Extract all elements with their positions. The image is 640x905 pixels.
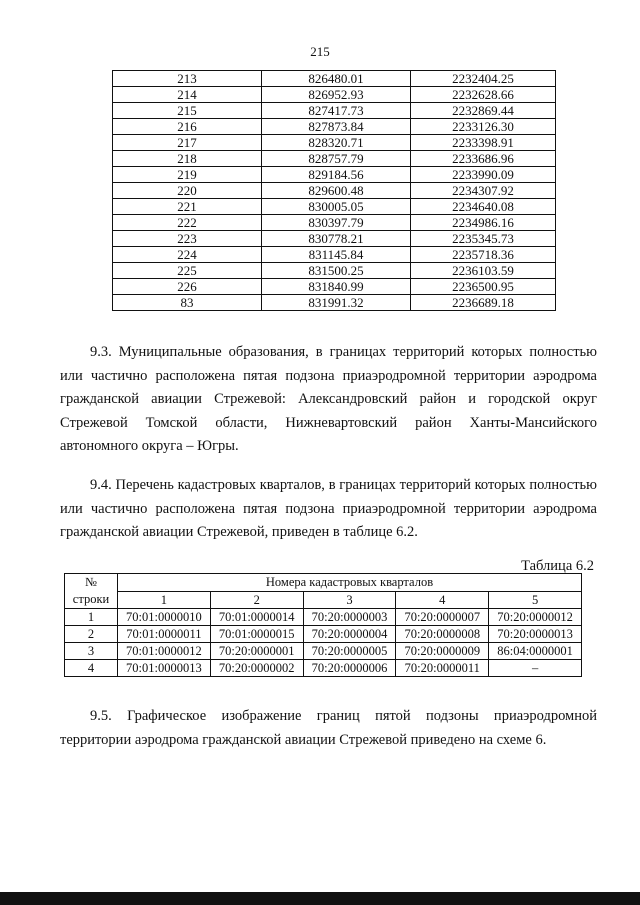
table-row bbox=[113, 231, 556, 247]
point-number-cell: 222 bbox=[113, 215, 262, 231]
y-coordinate-cell: 2233398.91 bbox=[411, 135, 556, 151]
x-coordinate-cell: 831991.32 bbox=[262, 295, 411, 311]
x-coordinate-cell: 830778.21 bbox=[262, 231, 411, 247]
cadastral-quarter-cell: 70:20:0000008 bbox=[396, 626, 489, 643]
point-number-cell: 224 bbox=[113, 247, 262, 263]
cadastral-quarter-cell: 70:20:0000006 bbox=[303, 660, 396, 677]
point-number-cell: 213 bbox=[113, 71, 262, 87]
paragraph-9-3 bbox=[60, 341, 597, 459]
point-number-cell: 226 bbox=[113, 279, 262, 295]
x-coordinate-cell: 830005.05 bbox=[262, 199, 411, 215]
x-coordinate-cell: 828757.79 bbox=[262, 151, 411, 167]
cadastral-quarter-cell: 70:01:0000013 bbox=[118, 660, 211, 677]
column-number-row bbox=[65, 591, 582, 609]
table-header-row bbox=[65, 574, 582, 592]
x-coordinate-cell: 831145.84 bbox=[262, 247, 411, 263]
table-row bbox=[113, 151, 556, 167]
paragraph-9-5-text: 9.5. Графическое изображение границ пятой подзоны приаэродромной территории аэродрома гражданской авиации Стрежевой приведено на схеме 6. bbox=[60, 708, 597, 748]
column-number-header: 2 bbox=[210, 591, 303, 609]
table-row bbox=[113, 247, 556, 263]
row-number-header: № строки bbox=[65, 574, 118, 609]
table-row bbox=[113, 183, 556, 199]
table-caption: Таблица 6.2 bbox=[521, 558, 594, 574]
cadastral-quarter-cell: 70:20:0000005 bbox=[303, 643, 396, 660]
point-number-cell: 216 bbox=[113, 119, 262, 135]
point-number-cell: 217 bbox=[113, 135, 262, 151]
point-number-cell: 219 bbox=[113, 167, 262, 183]
cadastral-numbers-header: Номера кадастровых кварталов bbox=[118, 574, 582, 592]
row-number-cell: 1 bbox=[65, 609, 118, 626]
paragraph-9-5 bbox=[60, 705, 597, 752]
table-row bbox=[113, 71, 556, 87]
table-row bbox=[65, 626, 582, 643]
table-row bbox=[113, 295, 556, 311]
y-coordinate-cell: 2234307.92 bbox=[411, 183, 556, 199]
cadastral-quarter-cell: 70:01:0000010 bbox=[118, 609, 211, 626]
point-number-cell: 221 bbox=[113, 199, 262, 215]
paragraph-9-4 bbox=[60, 474, 597, 545]
column-number-header: 3 bbox=[303, 591, 396, 609]
x-coordinate-cell: 827873.84 bbox=[262, 119, 411, 135]
table-row bbox=[113, 135, 556, 151]
x-coordinate-cell: 831840.99 bbox=[262, 279, 411, 295]
paragraph-9-3-text: 9.3. Муниципальные образования, в границах территорий которых полностью или частично расположена пятая подзона приаэродромной территории аэродрома гражданской авиации Стрежевой: Александровский район и городской округ Стрежевой Томской области, Нижневартовский район Ханты-Мансийского автономного округа – Югры. bbox=[60, 344, 597, 454]
cadastral-quarter-cell: 70:01:0000012 bbox=[118, 643, 211, 660]
y-coordinate-cell: 2233126.30 bbox=[411, 119, 556, 135]
cadastral-quarter-cell: 70:20:0000003 bbox=[303, 609, 396, 626]
x-coordinate-cell: 830397.79 bbox=[262, 215, 411, 231]
cadastral-table-head bbox=[65, 574, 582, 609]
y-coordinate-cell: 2235345.73 bbox=[411, 231, 556, 247]
cadastral-quarter-cell: 70:01:0000011 bbox=[118, 626, 211, 643]
table-row bbox=[113, 199, 556, 215]
x-coordinate-cell: 828320.71 bbox=[262, 135, 411, 151]
cadastral-quarter-cell: 86:04:0000001 bbox=[489, 643, 582, 660]
y-coordinate-cell: 2236689.18 bbox=[411, 295, 556, 311]
cadastral-quarter-cell: 70:20:0000013 bbox=[489, 626, 582, 643]
table-row bbox=[113, 279, 556, 295]
table-row bbox=[113, 215, 556, 231]
x-coordinate-cell: 829184.56 bbox=[262, 167, 411, 183]
column-number-header: 4 bbox=[396, 591, 489, 609]
y-coordinate-cell: 2232404.25 bbox=[411, 71, 556, 87]
y-coordinate-cell: 2235718.36 bbox=[411, 247, 556, 263]
point-number-cell: 215 bbox=[113, 103, 262, 119]
point-number-cell: 218 bbox=[113, 151, 262, 167]
table-row bbox=[65, 660, 582, 677]
y-coordinate-cell: 2232869.44 bbox=[411, 103, 556, 119]
point-number-cell: 223 bbox=[113, 231, 262, 247]
table-row bbox=[113, 167, 556, 183]
table-row bbox=[113, 87, 556, 103]
cadastral-table-body bbox=[65, 609, 582, 677]
y-coordinate-cell: 2232628.66 bbox=[411, 87, 556, 103]
cadastral-quarter-cell: 70:20:0000012 bbox=[489, 609, 582, 626]
x-coordinate-cell: 827417.73 bbox=[262, 103, 411, 119]
point-number-cell: 214 bbox=[113, 87, 262, 103]
table-row bbox=[113, 263, 556, 279]
x-coordinate-cell: 831500.25 bbox=[262, 263, 411, 279]
cadastral-quarter-cell: 70:20:0000009 bbox=[396, 643, 489, 660]
scan-edge-band bbox=[0, 892, 640, 905]
point-number-cell: 225 bbox=[113, 263, 262, 279]
row-number-cell: 4 bbox=[65, 660, 118, 677]
y-coordinate-cell: 2236500.95 bbox=[411, 279, 556, 295]
y-coordinate-cell: 2233990.09 bbox=[411, 167, 556, 183]
coordinates-table bbox=[112, 70, 556, 311]
cadastral-quarter-cell: 70:20:0000007 bbox=[396, 609, 489, 626]
cadastral-quarter-cell: 70:20:0000001 bbox=[210, 643, 303, 660]
x-coordinate-cell: 826480.01 bbox=[262, 71, 411, 87]
table-row bbox=[65, 609, 582, 626]
table-row bbox=[113, 103, 556, 119]
table-row bbox=[65, 643, 582, 660]
cadastral-quarters-table bbox=[64, 573, 582, 677]
row-number-cell: 3 bbox=[65, 643, 118, 660]
x-coordinate-cell: 826952.93 bbox=[262, 87, 411, 103]
cadastral-quarter-cell: – bbox=[489, 660, 582, 677]
coordinates-table-body bbox=[113, 71, 556, 311]
column-number-header: 1 bbox=[118, 591, 211, 609]
point-number-cell: 83 bbox=[113, 295, 262, 311]
y-coordinate-cell: 2234986.16 bbox=[411, 215, 556, 231]
cadastral-quarter-cell: 70:20:0000011 bbox=[396, 660, 489, 677]
page-number: 215 bbox=[310, 44, 330, 59]
table-row bbox=[113, 119, 556, 135]
row-number-cell: 2 bbox=[65, 626, 118, 643]
x-coordinate-cell: 829600.48 bbox=[262, 183, 411, 199]
cadastral-quarter-cell: 70:20:0000004 bbox=[303, 626, 396, 643]
y-coordinate-cell: 2236103.59 bbox=[411, 263, 556, 279]
point-number-cell: 220 bbox=[113, 183, 262, 199]
paragraph-9-4-text: 9.4. Перечень кадастровых кварталов, в границах территорий которых полностью или частично расположена пятая подзона приаэродромной территории аэродрома гражданской авиации Стрежевой, приведен в таблице 6.2. bbox=[60, 477, 597, 540]
cadastral-quarter-cell: 70:01:0000015 bbox=[210, 626, 303, 643]
y-coordinate-cell: 2233686.96 bbox=[411, 151, 556, 167]
cadastral-quarter-cell: 70:20:0000002 bbox=[210, 660, 303, 677]
cadastral-quarter-cell: 70:01:0000014 bbox=[210, 609, 303, 626]
column-number-header: 5 bbox=[489, 591, 582, 609]
y-coordinate-cell: 2234640.08 bbox=[411, 199, 556, 215]
